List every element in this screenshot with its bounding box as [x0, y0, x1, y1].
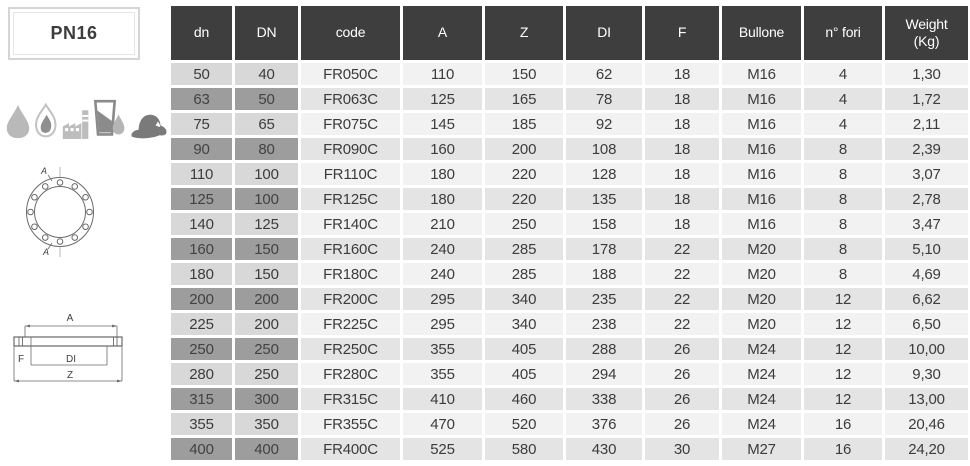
cell-code: FR250C [301, 338, 400, 360]
cell-DN: 100 [235, 163, 298, 185]
dim-a-label: A [66, 313, 74, 324]
cell-DN: 100 [235, 188, 298, 210]
cell-F: 22 [645, 288, 719, 310]
cell-A: 295 [403, 288, 482, 310]
cell-F: 30 [645, 438, 719, 460]
cell-A: 355 [403, 363, 482, 385]
cell-code: FR110C [301, 163, 400, 185]
cell-A: 240 [403, 263, 482, 285]
cell-Bullone: M24 [722, 338, 801, 360]
cell-A: 525 [403, 438, 482, 460]
cell-A: 145 [403, 113, 482, 135]
cell-dn: 355 [171, 413, 232, 435]
cell-F: 18 [645, 63, 719, 85]
cell-Bullone: M16 [722, 188, 801, 210]
fire-helmet-icon [130, 104, 168, 144]
cell-code: FR125C [301, 188, 400, 210]
cell-weight: 13,00 [885, 388, 968, 410]
cell-Z: 250 [485, 213, 563, 235]
cell-DI: 92 [566, 113, 642, 135]
cell-F: 26 [645, 413, 719, 435]
cell-weight: 24,20 [885, 438, 968, 460]
cell-F: 18 [645, 88, 719, 110]
cell-Z: 200 [485, 138, 563, 160]
cell-F: 22 [645, 313, 719, 335]
cell-weight: 9,30 [885, 363, 968, 385]
cell-fori: 12 [804, 288, 882, 310]
cell-weight: 20,46 [885, 413, 968, 435]
flame-icon [33, 97, 59, 144]
cell-DN: 200 [235, 288, 298, 310]
cell-DN: 150 [235, 238, 298, 260]
application-icons [6, 90, 168, 144]
cell-fori: 8 [804, 188, 882, 210]
cell-F: 18 [645, 138, 719, 160]
cell-DI: 288 [566, 338, 642, 360]
section-label-bottom: A [42, 247, 50, 257]
cell-F: 18 [645, 213, 719, 235]
cell-Bullone: M20 [722, 288, 801, 310]
flange-front-view-drawing [18, 162, 108, 262]
factory-icon [62, 106, 91, 144]
cell-Bullone: M20 [722, 238, 801, 260]
cell-dn: 400 [171, 438, 232, 460]
cell-DI: 235 [566, 288, 642, 310]
cell-code: FR075C [301, 113, 400, 135]
column-header-weight: Weight (Kg) [885, 6, 968, 60]
cell-dn: 50 [171, 63, 232, 85]
cell-DN: 400 [235, 438, 298, 460]
cell-Bullone: M16 [722, 88, 801, 110]
cell-dn: 225 [171, 313, 232, 335]
cell-DN: 250 [235, 363, 298, 385]
cell-dn: 160 [171, 238, 232, 260]
pressure-class-label: PN16 [13, 12, 135, 55]
cell-dn: 200 [171, 288, 232, 310]
cell-DI: 108 [566, 138, 642, 160]
cell-F: 22 [645, 263, 719, 285]
cell-code: FR140C [301, 213, 400, 235]
cell-fori: 16 [804, 438, 882, 460]
cell-dn: 180 [171, 263, 232, 285]
cell-code: FR200C [301, 288, 400, 310]
cell-weight: 2,11 [885, 113, 968, 135]
cell-A: 110 [403, 63, 482, 85]
dim-z-label: Z [66, 370, 74, 381]
cell-Z: 285 [485, 238, 563, 260]
cell-fori: 12 [804, 363, 882, 385]
cell-Z: 165 [485, 88, 563, 110]
cell-fori: 4 [804, 63, 882, 85]
cell-F: 26 [645, 363, 719, 385]
cell-DI: 188 [566, 263, 642, 285]
cell-DI: 338 [566, 388, 642, 410]
cell-fori: 8 [804, 138, 882, 160]
cell-DI: 294 [566, 363, 642, 385]
cell-DN: 125 [235, 213, 298, 235]
pressure-class-box [8, 7, 140, 60]
cell-fori: 4 [804, 113, 882, 135]
cell-code: FR400C [301, 438, 400, 460]
cell-Z: 220 [485, 163, 563, 185]
cell-Bullone: M24 [722, 388, 801, 410]
cell-F: 26 [645, 388, 719, 410]
cell-DI: 178 [566, 238, 642, 260]
cell-DI: 376 [566, 413, 642, 435]
cell-A: 160 [403, 138, 482, 160]
cell-Z: 405 [485, 363, 563, 385]
cell-Z: 285 [485, 263, 563, 285]
column-header-DN: DN [235, 6, 298, 60]
cell-dn: 315 [171, 388, 232, 410]
cell-Z: 580 [485, 438, 563, 460]
cell-A: 180 [403, 163, 482, 185]
cell-weight: 4,69 [885, 263, 968, 285]
cell-DI: 135 [566, 188, 642, 210]
cell-DI: 62 [566, 63, 642, 85]
cell-A: 240 [403, 238, 482, 260]
cell-Z: 405 [485, 338, 563, 360]
cell-weight: 3,07 [885, 163, 968, 185]
cell-Bullone: M16 [722, 163, 801, 185]
cell-Z: 340 [485, 288, 563, 310]
flange-side-view-drawing [7, 310, 129, 392]
cell-DI: 238 [566, 313, 642, 335]
drinking-glass-icon [93, 94, 128, 144]
cell-weight: 3,47 [885, 213, 968, 235]
cell-DN: 150 [235, 263, 298, 285]
column-header-code: code [301, 6, 400, 60]
cell-fori: 12 [804, 338, 882, 360]
cell-Bullone: M24 [722, 363, 801, 385]
cell-fori: 8 [804, 163, 882, 185]
cell-code: FR050C [301, 63, 400, 85]
cell-DN: 65 [235, 113, 298, 135]
cell-code: FR225C [301, 313, 400, 335]
column-header-A: A [403, 6, 482, 60]
column-header-fori: n° fori [804, 6, 882, 60]
cell-F: 18 [645, 163, 719, 185]
cell-DN: 200 [235, 313, 298, 335]
cell-dn: 90 [171, 138, 232, 160]
cell-code: FR315C [301, 388, 400, 410]
cell-dn: 140 [171, 213, 232, 235]
cell-dn: 280 [171, 363, 232, 385]
cell-DN: 250 [235, 338, 298, 360]
cell-DI: 78 [566, 88, 642, 110]
cell-A: 410 [403, 388, 482, 410]
cell-fori: 16 [804, 413, 882, 435]
cell-code: FR063C [301, 88, 400, 110]
section-label-top: A [40, 166, 48, 176]
cell-weight: 2,39 [885, 138, 968, 160]
cell-Z: 220 [485, 188, 563, 210]
cell-weight: 5,10 [885, 238, 968, 260]
cell-code: FR090C [301, 138, 400, 160]
cell-Z: 340 [485, 313, 563, 335]
cell-Z: 185 [485, 113, 563, 135]
cell-dn: 125 [171, 188, 232, 210]
cell-weight: 10,00 [885, 338, 968, 360]
cell-Z: 150 [485, 63, 563, 85]
cell-F: 18 [645, 188, 719, 210]
cell-Bullone: M24 [722, 413, 801, 435]
cell-DN: 80 [235, 138, 298, 160]
cell-DN: 350 [235, 413, 298, 435]
cell-weight: 1,72 [885, 88, 968, 110]
cell-A: 470 [403, 413, 482, 435]
cell-fori: 8 [804, 238, 882, 260]
cell-fori: 8 [804, 263, 882, 285]
cell-A: 295 [403, 313, 482, 335]
cell-code: FR180C [301, 263, 400, 285]
cell-DI: 128 [566, 163, 642, 185]
cell-F: 26 [645, 338, 719, 360]
cell-Bullone: M16 [722, 138, 801, 160]
cell-fori: 12 [804, 313, 882, 335]
cell-A: 210 [403, 213, 482, 235]
column-header-DI: DI [566, 6, 642, 60]
cell-DN: 40 [235, 63, 298, 85]
left-panel [0, 0, 170, 466]
cell-DN: 50 [235, 88, 298, 110]
cell-A: 180 [403, 188, 482, 210]
cell-weight: 6,62 [885, 288, 968, 310]
cell-F: 22 [645, 238, 719, 260]
cell-Z: 460 [485, 388, 563, 410]
cell-weight: 2,78 [885, 188, 968, 210]
cell-Bullone: M20 [722, 263, 801, 285]
cell-dn: 110 [171, 163, 232, 185]
cell-DN: 300 [235, 388, 298, 410]
cell-fori: 4 [804, 88, 882, 110]
cell-A: 125 [403, 88, 482, 110]
pn16-dimension-table [171, 6, 968, 460]
cell-code: FR280C [301, 363, 400, 385]
cell-DI: 158 [566, 213, 642, 235]
cell-DI: 430 [566, 438, 642, 460]
cell-code: FR355C [301, 413, 400, 435]
cell-Bullone: M16 [722, 63, 801, 85]
cell-dn: 75 [171, 113, 232, 135]
cell-Bullone: M16 [722, 213, 801, 235]
cell-F: 18 [645, 113, 719, 135]
cell-fori: 12 [804, 388, 882, 410]
dim-f-label: F [17, 354, 25, 365]
water-drop-icon [6, 99, 30, 144]
cell-weight: 1,30 [885, 63, 968, 85]
cell-dn: 63 [171, 88, 232, 110]
cell-Z: 520 [485, 413, 563, 435]
cell-Bullone: M27 [722, 438, 801, 460]
dim-di-label: DI [66, 354, 76, 365]
cell-weight: 6,50 [885, 313, 968, 335]
column-header-dn: dn [171, 6, 232, 60]
cell-fori: 8 [804, 213, 882, 235]
cell-code: FR160C [301, 238, 400, 260]
column-header-Bullone: Bullone [722, 6, 801, 60]
cell-A: 355 [403, 338, 482, 360]
cell-Bullone: M20 [722, 313, 801, 335]
column-header-Z: Z [485, 6, 563, 60]
cell-dn: 250 [171, 338, 232, 360]
cell-Bullone: M16 [722, 113, 801, 135]
column-header-F: F [645, 6, 719, 60]
